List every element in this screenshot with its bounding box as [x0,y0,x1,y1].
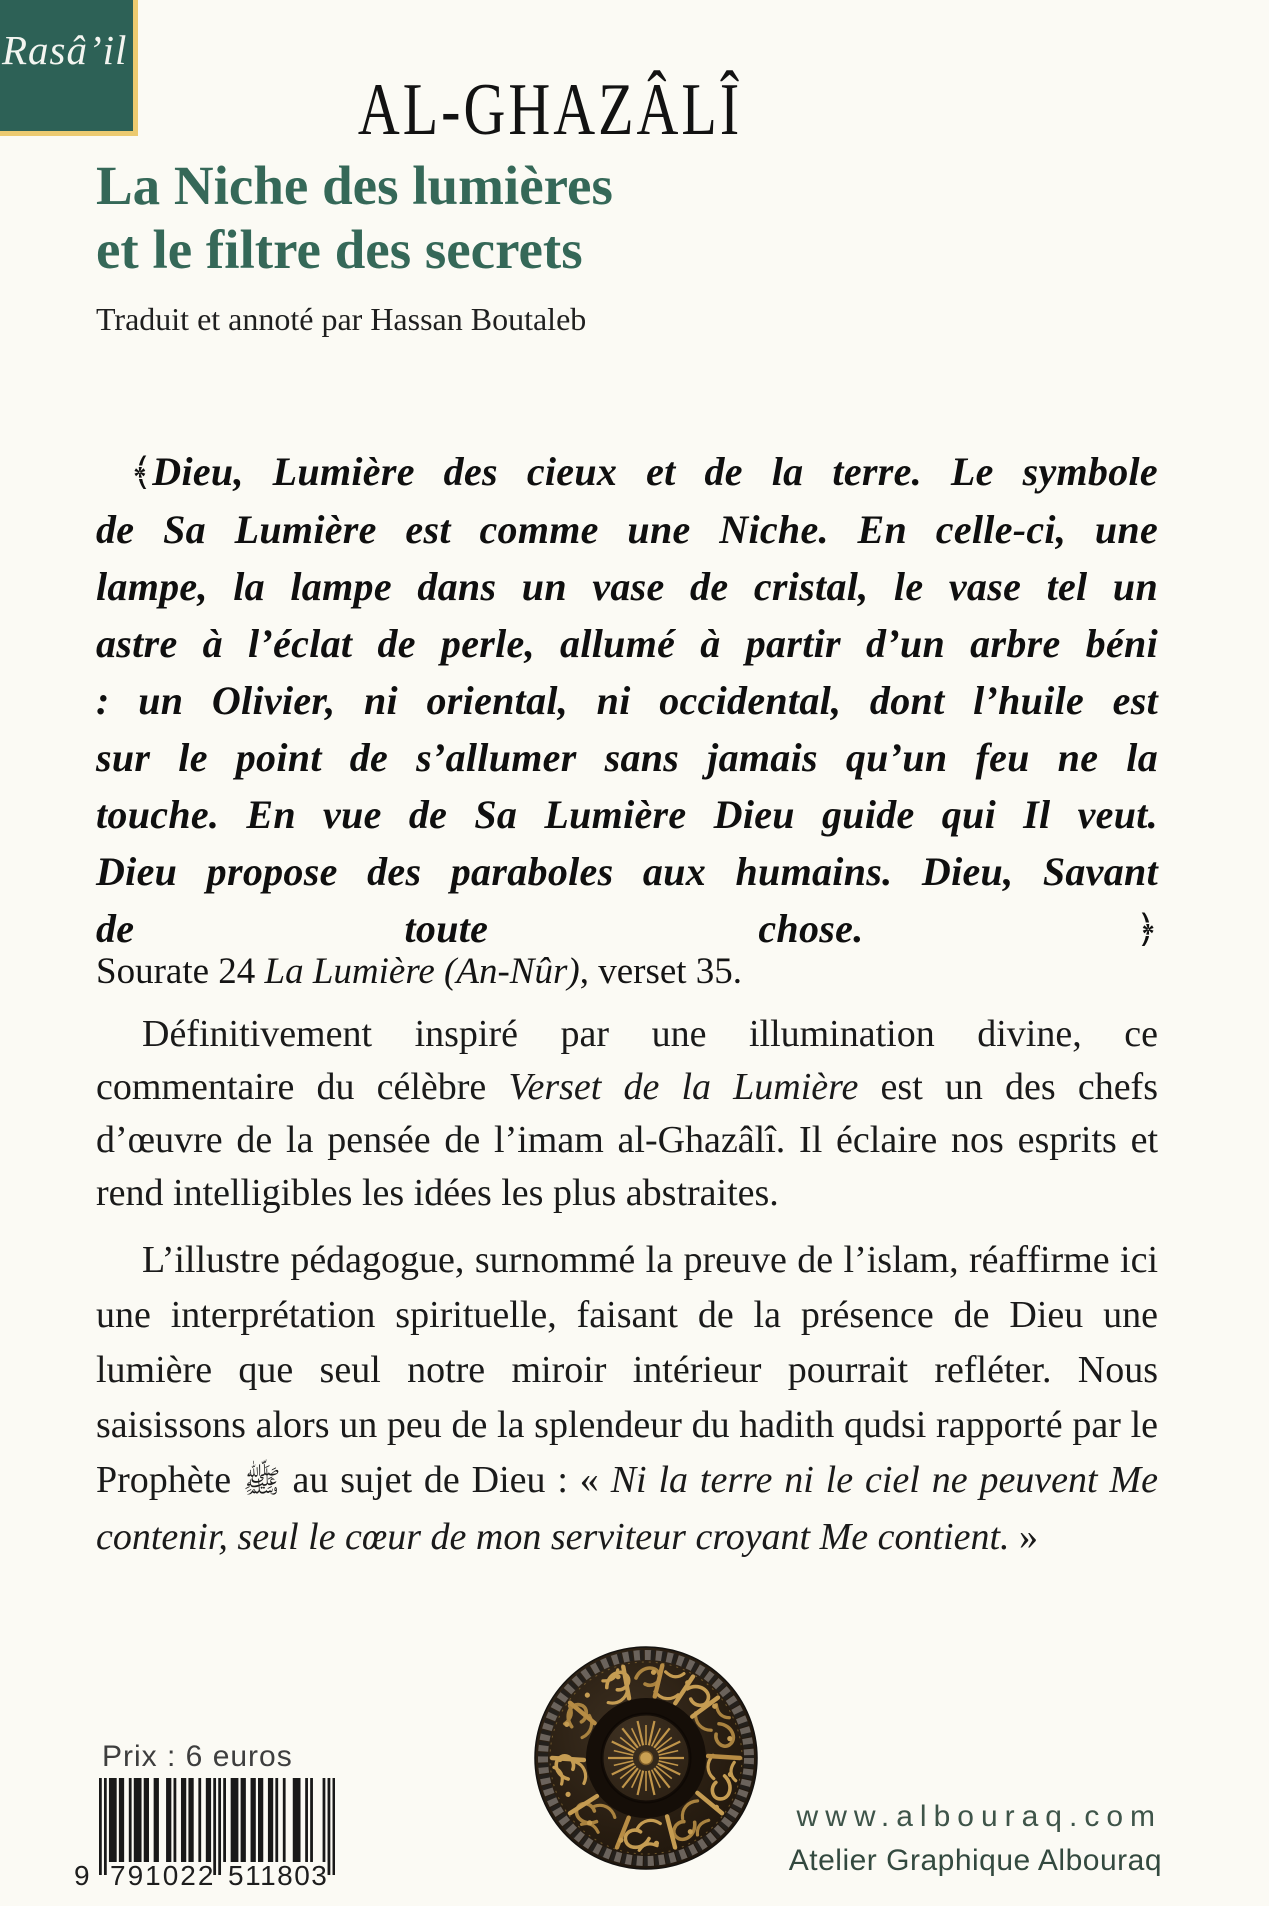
barcode-digits-left: 791022 [110,1860,216,1891]
barcode-digits-right: 511803 [228,1860,329,1891]
book-title-line1: La Niche des lumières [96,155,613,216]
description-paragraph-2: L’illustre pédagogue, surnommé la preuve de l’islam, réaffirme ici une interprétation spirituelle, faisant de la présence de Dieu une lumière que seul notre miroir intérieur pourrait refléter. Nous saisissons alors un peu de la splendeur du hadith qudsi rapporté par le Prophète ﷺ au sujet de Dieu : « Ni la terre ni le ciel ne peuvent Me contenir, seul le cœur de mon serviteur croyant Me contient. » [96,1239,1158,1558]
publisher-block [789,1800,1162,1878]
publisher-studio: Atelier Graphique Albouraq [788,1844,1162,1877]
price-label: Prix : 6 euros [102,1740,293,1773]
description-paragraph-1: Définitivement inspiré par une illumination divine, ce commentaire du célèbre Verset de la Lumière est un des chefs d’œuvre de la pensée de l’imam al-Ghazâlî. Il éclaire nos esprits et rend intelligibles les idées les plus abstraites. [96,1013,1158,1214]
publisher-website: www.albouraq.com [796,1800,1162,1833]
barcode-lead-digit: 9 [74,1860,90,1891]
author-name: AL-GHAZÂLÎ [357,67,743,151]
islamic-calligraphy-medallion-icon [534,1646,758,1870]
translator-byline: Traduit et annoté par Hassan Boutaleb [96,301,587,337]
book-title-line2: et le filtre des secrets [96,219,583,280]
book-title [96,154,613,282]
series-label: Rasâ’il [2,27,128,73]
series-banner [0,0,138,136]
verse-source: Sourate 24 La Lumière (An-Nûr), verset 35. [96,951,743,992]
quran-verse-quote: ﴾Dieu, Lumière des cieux et de la terre. Le symbole de Sa Lumière est comme une Niche. En celle-ci, une lampe, la lampe dans un vase de cristal, le vase tel un astre à l’éclat de perle, allumé à partir d’un arbre béni : un Olivier, ni oriental, ni occidental, dont l’huile est sur le point de s’allumer sans jamais qu’un feu ne la touche. En vue de Sa Lumière Dieu guide qui Il veut. Dieu propose des paraboles aux humains. Dieu, Savant de toute chose. ﴿ [96,449,1158,951]
